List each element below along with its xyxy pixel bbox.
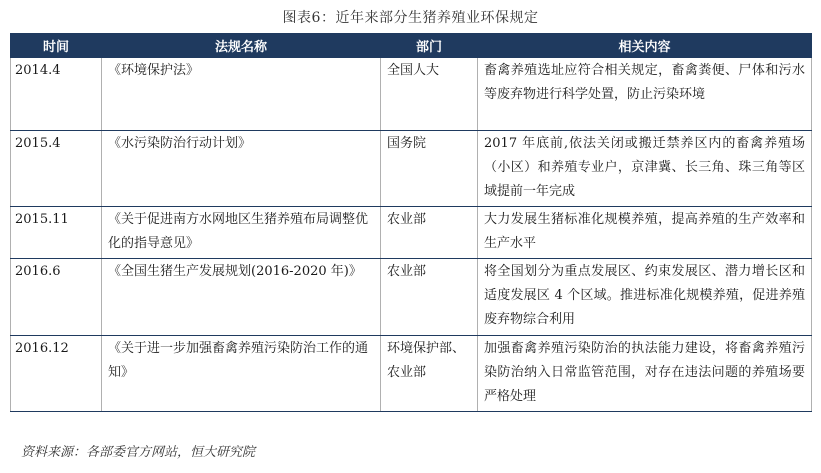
cell-law-name: 《水污染防治行动计划》 xyxy=(102,130,381,206)
table-row xyxy=(11,335,812,411)
cell-law-name: 《关于进一步加强畜禽养殖污染防治工作的通知》 xyxy=(102,335,381,411)
cell-law-name: 《环境保护法》 xyxy=(102,58,381,130)
header-law-name: 法规名称 xyxy=(102,33,381,58)
cell-content: 将全国划分为重点发展区、约束发展区、潜力增长区和适度发展区 4 个区域。推进标准化规模养殖，促进养殖废弃物综合利用 xyxy=(478,258,812,335)
cell-law-name: 《关于促进南方水网地区生猪养殖布局调整优化的指导意见》 xyxy=(102,206,381,258)
cell-time: 2014.4 xyxy=(11,58,102,130)
cell-department: 国务院 xyxy=(381,130,478,206)
table-row xyxy=(11,58,812,130)
cell-time: 2016.6 xyxy=(11,258,102,335)
source-note: 资料来源：各部委官方网站，恒大研究院 xyxy=(21,445,256,460)
cell-content: 畜禽养殖选址应符合相关规定，畜禽粪便、尸体和污水等废弃物进行科学处置，防止污染环境 xyxy=(478,58,812,130)
header-content: 相关内容 xyxy=(478,33,812,58)
cell-content: 加强畜禽养殖污染防治的执法能力建设，将畜禽养殖污染防治纳入日常监管范围，对存在违法问题的养殖场要严格处理 xyxy=(478,335,812,411)
cell-department: 农业部 xyxy=(381,206,478,258)
cell-time: 2015.4 xyxy=(11,130,102,206)
header-department: 部门 xyxy=(381,33,478,58)
regulations-table xyxy=(10,33,812,412)
cell-content: 2017 年底前,依法关闭或搬迁禁养区内的畜禽养殖场（小区）和养殖专业户，京津冀、长三角、珠三角等区域提前一年完成 xyxy=(478,130,812,206)
cell-department: 环境保护部、农业部 xyxy=(381,335,478,411)
cell-department: 全国人大 xyxy=(381,58,478,130)
table-caption: 图表6：近年来部分生猪养殖业环保规定 xyxy=(282,10,539,26)
cell-department: 农业部 xyxy=(381,258,478,335)
regulations-table-container xyxy=(10,33,811,412)
cell-law-name: 《全国生猪生产发展规划(2016-2020 年)》 xyxy=(102,258,381,335)
cell-time: 2015.11 xyxy=(11,206,102,258)
table-row xyxy=(11,258,812,335)
cell-content: 大力发展生猪标准化规模养殖，提高养殖的生产效率和生产水平 xyxy=(478,206,812,258)
cell-time: 2016.12 xyxy=(11,335,102,411)
table-row xyxy=(11,130,812,206)
header-time: 时间 xyxy=(11,33,102,58)
table-row xyxy=(11,206,812,258)
table-header-row xyxy=(11,33,812,58)
